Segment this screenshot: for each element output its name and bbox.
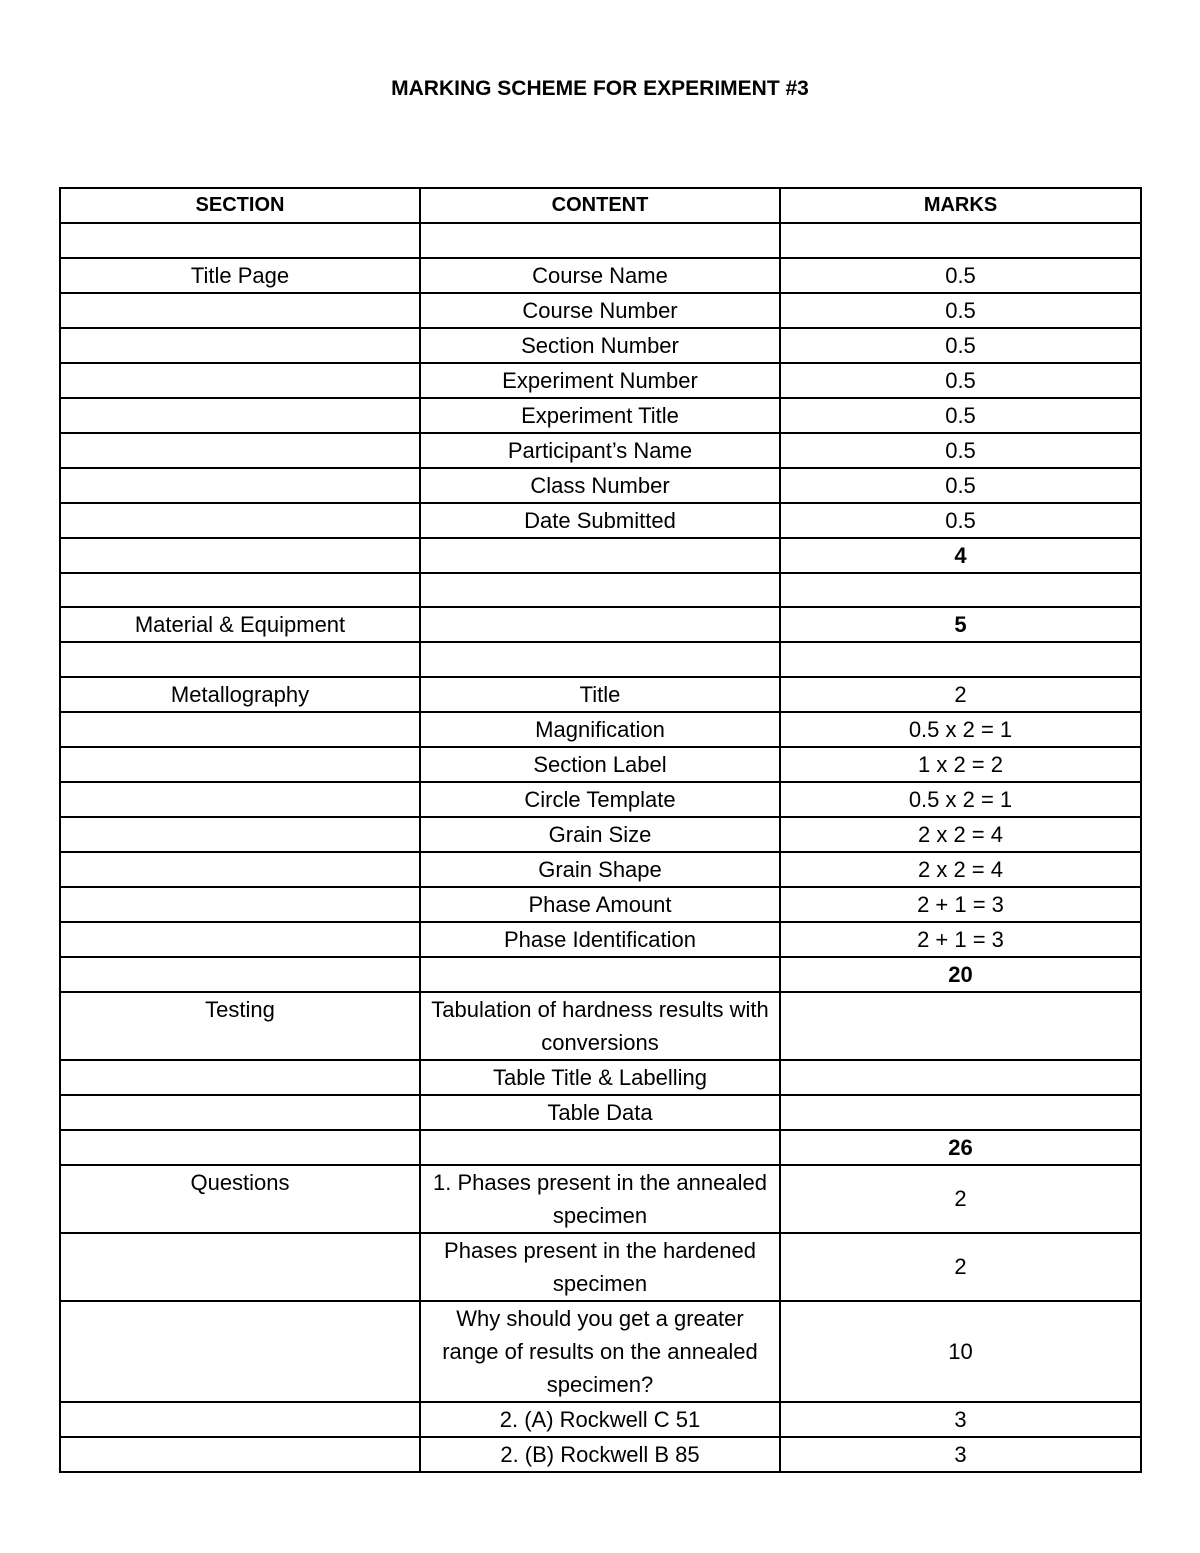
section-cell (60, 712, 420, 747)
header-content: CONTENT (420, 188, 780, 223)
marks-cell: 0.5 (780, 363, 1141, 398)
marks-cell: 10 (780, 1301, 1141, 1402)
content-cell: Course Name (420, 258, 780, 293)
marks-cell (780, 1095, 1141, 1130)
section-cell (60, 503, 420, 538)
table-row (60, 1130, 1141, 1165)
table-row (60, 992, 1141, 1060)
marks-cell: 0.5 (780, 293, 1141, 328)
section-cell (60, 852, 420, 887)
table-row (60, 712, 1141, 747)
section-cell (60, 223, 420, 258)
table-row (60, 363, 1141, 398)
table-row (60, 677, 1141, 712)
table-header-row (60, 188, 1141, 223)
table-row (60, 852, 1141, 887)
table-row (60, 1233, 1141, 1301)
header-marks: MARKS (780, 188, 1141, 223)
marks-cell: 4 (780, 538, 1141, 573)
table-row (60, 328, 1141, 363)
content-cell: Phases present in the hardened specimen (420, 1233, 780, 1301)
marks-cell: 0.5 x 2 = 1 (780, 782, 1141, 817)
content-cell: Section Number (420, 328, 780, 363)
table-row (60, 1095, 1141, 1130)
content-cell: 1. Phases present in the annealed specimen (420, 1165, 780, 1233)
marks-cell (780, 642, 1141, 677)
marks-cell: 2 (780, 1165, 1141, 1233)
marks-cell: 2 x 2 = 4 (780, 817, 1141, 852)
marks-cell (780, 992, 1141, 1060)
content-cell: Title (420, 677, 780, 712)
marks-cell: 0.5 (780, 328, 1141, 363)
content-cell (420, 1130, 780, 1165)
section-cell (60, 1095, 420, 1130)
section-cell: Testing (60, 992, 420, 1060)
marks-cell: 2 x 2 = 4 (780, 852, 1141, 887)
content-cell: Magnification (420, 712, 780, 747)
table-row (60, 1165, 1141, 1233)
table-row (60, 573, 1141, 608)
section-cell (60, 293, 420, 328)
content-cell: Why should you get a greater range of results on the annealed specimen? (420, 1301, 780, 1402)
content-cell: Class Number (420, 468, 780, 503)
section-cell (60, 1060, 420, 1095)
section-cell (60, 1233, 420, 1301)
content-cell: Tabulation of hardness results with conversions (420, 992, 780, 1060)
section-cell (60, 573, 420, 608)
table-row (60, 293, 1141, 328)
section-cell (60, 747, 420, 782)
section-cell (60, 1301, 420, 1402)
section-cell (60, 922, 420, 957)
content-cell: Table Data (420, 1095, 780, 1130)
section-cell (60, 1437, 420, 1472)
section-cell (60, 887, 420, 922)
section-cell (60, 328, 420, 363)
table-row (60, 468, 1141, 503)
section-cell (60, 538, 420, 573)
content-cell (420, 642, 780, 677)
marks-cell: 0.5 (780, 503, 1141, 538)
content-cell: Participant’s Name (420, 433, 780, 468)
header-section: SECTION (60, 188, 420, 223)
section-cell: Metallography (60, 677, 420, 712)
section-cell (60, 433, 420, 468)
section-cell: Questions (60, 1165, 420, 1233)
table-row (60, 223, 1141, 258)
section-cell (60, 782, 420, 817)
section-cell (60, 957, 420, 992)
marks-cell: 0.5 (780, 258, 1141, 293)
table-row (60, 747, 1141, 782)
table-row (60, 817, 1141, 852)
table-row (60, 538, 1141, 573)
marks-cell: 0.5 x 2 = 1 (780, 712, 1141, 747)
section-cell: Material & Equipment (60, 607, 420, 642)
marks-cell: 0.5 (780, 398, 1141, 433)
content-cell: Circle Template (420, 782, 780, 817)
section-cell (60, 1402, 420, 1437)
marks-cell: 2 + 1 = 3 (780, 887, 1141, 922)
marks-cell: 3 (780, 1402, 1141, 1437)
table-row (60, 433, 1141, 468)
table-row (60, 957, 1141, 992)
content-cell: Phase Amount (420, 887, 780, 922)
section-cell (60, 468, 420, 503)
content-cell: Experiment Title (420, 398, 780, 433)
content-cell: Experiment Number (420, 363, 780, 398)
marks-cell: 1 x 2 = 2 (780, 747, 1141, 782)
table-row (60, 398, 1141, 433)
table-row (60, 1402, 1141, 1437)
section-cell (60, 1130, 420, 1165)
content-cell (420, 223, 780, 258)
table-row (60, 258, 1141, 293)
marks-cell: 2 + 1 = 3 (780, 922, 1141, 957)
marks-cell: 5 (780, 607, 1141, 642)
section-cell: Title Page (60, 258, 420, 293)
table-row (60, 642, 1141, 677)
table-body (60, 223, 1141, 1472)
marks-cell: 0.5 (780, 468, 1141, 503)
marks-cell: 26 (780, 1130, 1141, 1165)
section-cell (60, 363, 420, 398)
marks-cell (780, 1060, 1141, 1095)
page-title: MARKING SCHEME FOR EXPERIMENT #3 (391, 77, 809, 100)
section-cell (60, 642, 420, 677)
content-cell: Phase Identification (420, 922, 780, 957)
content-cell: Date Submitted (420, 503, 780, 538)
content-cell: 2. (B) Rockwell B 85 (420, 1437, 780, 1472)
table-row (60, 782, 1141, 817)
content-cell (420, 538, 780, 573)
content-cell (420, 607, 780, 642)
content-cell (420, 957, 780, 992)
table-row (60, 503, 1141, 538)
content-cell (420, 573, 780, 608)
marks-cell: 2 (780, 1233, 1141, 1301)
content-cell: Table Title & Labelling (420, 1060, 780, 1095)
content-cell: Grain Shape (420, 852, 780, 887)
marking-scheme-table (59, 187, 1142, 1473)
table-row (60, 1060, 1141, 1095)
content-cell: Section Label (420, 747, 780, 782)
table-row (60, 922, 1141, 957)
table-row (60, 1301, 1141, 1402)
marks-cell: 20 (780, 957, 1141, 992)
marks-cell: 0.5 (780, 433, 1141, 468)
content-cell: Course Number (420, 293, 780, 328)
section-cell (60, 817, 420, 852)
section-cell (60, 398, 420, 433)
table-row (60, 887, 1141, 922)
marks-cell (780, 573, 1141, 608)
content-cell: Grain Size (420, 817, 780, 852)
table-row (60, 607, 1141, 642)
table-row (60, 1437, 1141, 1472)
content-cell: 2. (A) Rockwell C 51 (420, 1402, 780, 1437)
marks-cell (780, 223, 1141, 258)
marks-cell: 3 (780, 1437, 1141, 1472)
marks-cell: 2 (780, 677, 1141, 712)
